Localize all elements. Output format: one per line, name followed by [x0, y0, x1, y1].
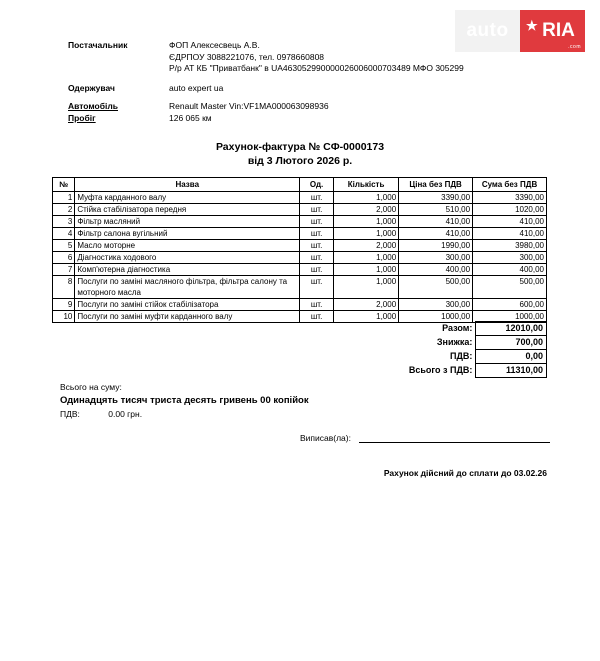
- table-header-row: [53, 178, 547, 192]
- cell-sum: 3980,00: [473, 240, 547, 252]
- totals-row-subtotal: [395, 322, 547, 336]
- totals-value: 11310,00: [476, 364, 547, 378]
- cell-unit: шт.: [300, 228, 334, 240]
- cell-price: 3390,00: [399, 192, 473, 204]
- cell-num: 5: [53, 240, 75, 252]
- cell-qty: 1,000: [333, 192, 398, 204]
- cell-price: 500,00: [399, 276, 473, 299]
- col-name: Назва: [75, 178, 300, 192]
- cell-price: 400,00: [399, 264, 473, 276]
- cell-name: Фільтр масляний: [75, 216, 300, 228]
- table-row: [53, 204, 547, 216]
- cell-sum: 3390,00: [473, 192, 547, 204]
- cell-name: Комп'ютерна діагностика: [75, 264, 300, 276]
- signature-block: [300, 432, 550, 443]
- cell-num: 10: [53, 311, 75, 323]
- summary-amount-words: Одинадцять тисяч триста десять гривень 00 копійок: [60, 395, 309, 406]
- cell-num: 9: [53, 299, 75, 311]
- cell-sum: 1000,00: [473, 311, 547, 323]
- document-title: [0, 140, 600, 168]
- cell-qty: 2,000: [333, 240, 398, 252]
- cell-unit: шт.: [300, 204, 334, 216]
- totals-value: 700,00: [476, 336, 547, 350]
- cell-qty: 2,000: [333, 299, 398, 311]
- table-row: [53, 276, 547, 299]
- cell-sum: 400,00: [473, 264, 547, 276]
- totals-table: [395, 321, 547, 378]
- col-unit: Од.: [300, 178, 334, 192]
- items-table-head: [53, 178, 547, 192]
- col-num: №: [53, 178, 75, 192]
- cell-qty: 1,000: [333, 228, 398, 240]
- mileage-row: [68, 113, 538, 123]
- totals-label: Знижка:: [436, 337, 473, 347]
- recipient-value: auto expert ua: [169, 82, 224, 93]
- cell-qty: 1,000: [333, 252, 398, 264]
- cell-price: 1990,00: [399, 240, 473, 252]
- summary-vat-label: ПДВ:: [60, 409, 80, 419]
- cell-name: Фільтр салона вугільний: [75, 228, 300, 240]
- cell-price: 300,00: [399, 252, 473, 264]
- cell-num: 1: [53, 192, 75, 204]
- car-label: Автомобіль: [68, 100, 118, 111]
- cell-sum: 300,00: [473, 252, 547, 264]
- cell-unit: шт.: [300, 216, 334, 228]
- cell-sum: 410,00: [473, 228, 547, 240]
- logo-auto-text: auto: [466, 20, 509, 41]
- star-icon: ★: [526, 18, 538, 33]
- cell-unit: шт.: [300, 264, 334, 276]
- supplier-line-1: ФОП Алексесвець А.В.: [169, 40, 260, 50]
- totals-value: 0,00: [476, 350, 547, 364]
- table-row: [53, 192, 547, 204]
- cell-num: 6: [53, 252, 75, 264]
- logo-ria-text: RIA: [542, 20, 575, 41]
- totals-row-grandtotal: [395, 364, 547, 378]
- cell-unit: шт.: [300, 299, 334, 311]
- cell-num: 2: [53, 204, 75, 216]
- title-line-1: Рахунок-фактура № СФ-0000173: [215, 141, 385, 153]
- cell-num: 4: [53, 228, 75, 240]
- col-qty: Кількість: [333, 178, 398, 192]
- cell-sum: 500,00: [473, 276, 547, 299]
- cell-name: Стійка стабілізатора передня: [75, 204, 300, 216]
- cell-unit: шт.: [300, 252, 334, 264]
- table-row: [53, 299, 547, 311]
- header-info: [68, 40, 538, 125]
- cell-name: Діагностика ходового: [75, 252, 300, 264]
- summary-vat-value: 0.00 грн.: [108, 409, 143, 419]
- cell-qty: 2,000: [333, 204, 398, 216]
- totals-block: [52, 321, 547, 378]
- items-table: [52, 177, 547, 323]
- col-sum: Сума без ПДВ: [473, 178, 547, 192]
- validity-note: Рахунок дійсний до сплати до 03.02.26: [383, 468, 547, 478]
- cell-num: 8: [53, 276, 75, 299]
- cell-price: 410,00: [399, 228, 473, 240]
- totals-label: Разом:: [442, 323, 473, 333]
- totals-label: ПДВ:: [450, 351, 473, 361]
- table-row: [53, 216, 547, 228]
- totals-row-discount: [395, 336, 547, 350]
- supplier-row: [68, 40, 538, 75]
- table-row: [53, 228, 547, 240]
- cell-qty: 1,000: [333, 276, 398, 299]
- supplier-line-2: ЄДРПОУ 3088221076, тел. 0978660808: [169, 51, 325, 62]
- cell-qty: 1,000: [333, 264, 398, 276]
- car-row: [68, 101, 538, 111]
- mileage-label: Пробіг: [68, 112, 96, 123]
- mileage-value: 126 065 км: [169, 112, 212, 123]
- signature-line[interactable]: [359, 432, 550, 443]
- recipient-row: [68, 83, 538, 93]
- cell-unit: шт.: [300, 311, 334, 323]
- totals-value: 12010,00: [476, 322, 547, 336]
- cell-name: Послуги по заміні муфти карданного валу: [75, 311, 300, 323]
- cell-price: 510,00: [399, 204, 473, 216]
- signature-label: Виписав(ла):: [300, 433, 351, 443]
- summary-vat-row: [60, 409, 560, 419]
- cell-price: 300,00: [399, 299, 473, 311]
- cell-num: 3: [53, 216, 75, 228]
- table-row: [53, 264, 547, 276]
- cell-name: Масло моторне: [75, 240, 300, 252]
- cell-unit: шт.: [300, 240, 334, 252]
- cell-name: Муфта карданного валу: [75, 192, 300, 204]
- totals-row-vat: [395, 350, 547, 364]
- col-price: Ціна без ПДВ: [399, 178, 473, 192]
- table-row: [53, 252, 547, 264]
- cell-unit: шт.: [300, 276, 334, 299]
- cell-price: 1000,00: [399, 311, 473, 323]
- title-line-2: від 3 Лютого 2026 р.: [247, 155, 353, 167]
- recipient-label: Одержувач: [68, 82, 115, 93]
- cell-sum: 600,00: [473, 299, 547, 311]
- car-value: Renault Master Vin:VF1MA000063098936: [169, 100, 329, 111]
- cell-name: Послуги по заміні стійок стабілізатора: [75, 299, 300, 311]
- items-table-wrapper: [52, 177, 547, 323]
- table-row: [53, 240, 547, 252]
- cell-num: 7: [53, 264, 75, 276]
- items-table-body: [53, 192, 547, 323]
- cell-qty: 1,000: [333, 311, 398, 323]
- summary-block: [60, 382, 560, 419]
- supplier-value: [169, 40, 538, 75]
- cell-name: Послуги по заміні масляного фільтра, фільтра салону та моторного масла: [75, 276, 300, 299]
- supplier-line-3: Р/р АТ КБ "Приватбанк" в UA463052990000026006000703489 МФО 305299: [169, 63, 464, 73]
- cell-sum: 410,00: [473, 216, 547, 228]
- logo-com-text: .com: [568, 44, 581, 50]
- supplier-label: Постачальник: [68, 40, 128, 50]
- cell-sum: 1020,00: [473, 204, 547, 216]
- cell-qty: 1,000: [333, 216, 398, 228]
- cell-price: 410,00: [399, 216, 473, 228]
- summary-total-label: Всього на суму:: [60, 382, 122, 392]
- totals-label: Всього з ПДВ:: [408, 365, 473, 375]
- cell-unit: шт.: [300, 192, 334, 204]
